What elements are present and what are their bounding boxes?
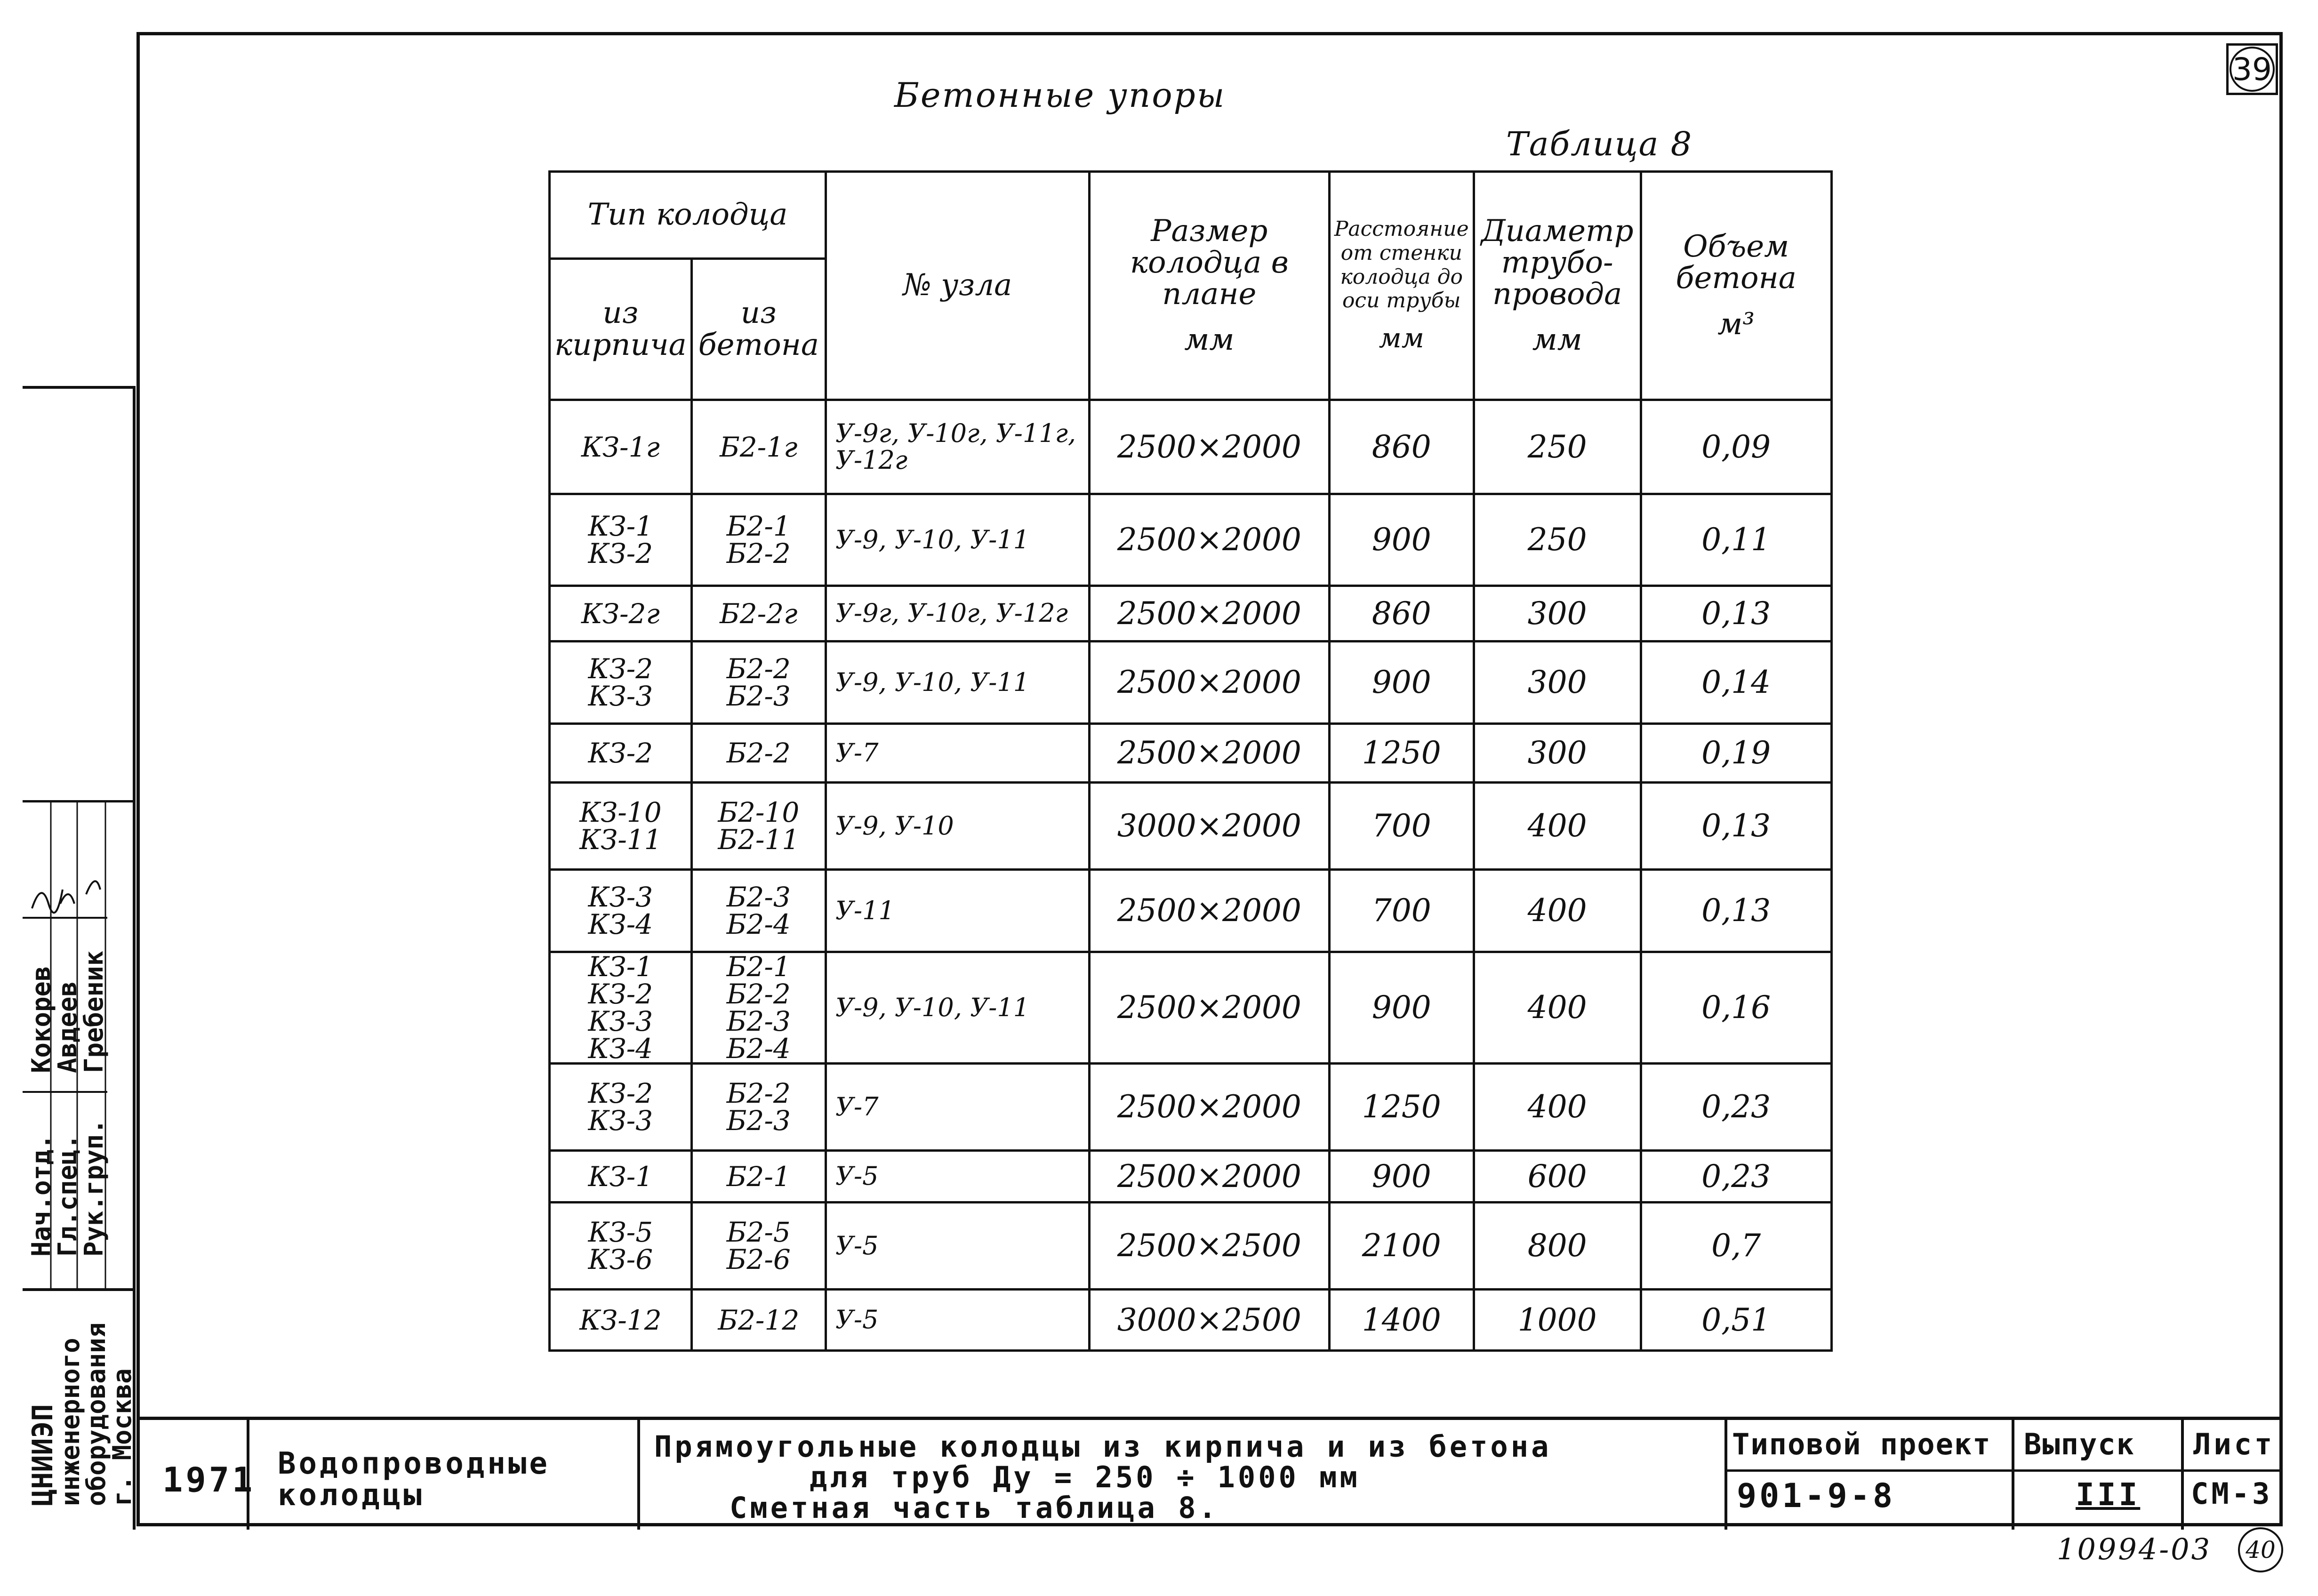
signatures-icon	[32, 881, 100, 913]
cell-concrete: Б2-12	[691, 1290, 826, 1351]
document-number: 10994-03	[2057, 1532, 2212, 1566]
cell-brick: КЗ-2г	[550, 586, 692, 642]
cell-node: У-9, У-10, У-11	[826, 952, 1089, 1064]
cell-brick: КЗ-2 КЗ-3	[550, 642, 692, 724]
stamp-subject: Водопроводные колодцы	[278, 1446, 550, 1513]
cell-size: 2500×2000	[1089, 494, 1329, 586]
cell-brick: КЗ-1	[550, 1151, 692, 1203]
cell-node: У-9, У-10, У-11	[826, 642, 1089, 724]
cell-diameter: 300	[1474, 724, 1641, 783]
side-role-2: Гл.спец.	[53, 1134, 82, 1257]
header-diameter	[1474, 172, 1641, 400]
cell-diameter: 400	[1474, 952, 1641, 1064]
cell-size: 2500×2000	[1089, 870, 1329, 952]
cell-brick: КЗ-2	[550, 724, 692, 783]
cell-size: 2500×2000	[1089, 400, 1329, 494]
cell-distance: 700	[1329, 870, 1474, 952]
cell-distance: 860	[1329, 586, 1474, 642]
cell-node: У-9, У-10, У-11	[826, 494, 1089, 586]
cell-concrete: Б2-10 Б2-11	[691, 783, 826, 870]
cell-concrete: Б2-1	[691, 1151, 826, 1203]
cell-concrete: Б2-2 Б2-3	[691, 1064, 826, 1151]
side-grid-lines	[23, 800, 136, 1530]
cell-size: 2500×2000	[1089, 586, 1329, 642]
cell-concrete: Б2-3 Б2-4	[691, 870, 826, 952]
cell-volume: 0,13	[1641, 586, 1831, 642]
header-volume-unit: м³	[1717, 306, 1755, 342]
side-org-4: г. Москва	[107, 1368, 137, 1506]
table-body	[550, 400, 1832, 1351]
header-distance-label: Расстояние от стенки колодца до оси трубы	[1334, 217, 1469, 313]
cell-volume: 0,7	[1641, 1203, 1831, 1290]
header-brick: из кирпича	[550, 259, 692, 400]
stamp-sheet-label: Лист	[2193, 1427, 2275, 1461]
cell-volume: 0,23	[1641, 1064, 1831, 1151]
cell-size: 2500×2000	[1089, 1064, 1329, 1151]
table-row	[550, 1151, 1832, 1203]
stamp-issue-label: Выпуск	[2024, 1427, 2135, 1461]
cell-concrete: Б2-1 Б2-2 Б2-3 Б2-4	[691, 952, 826, 1064]
cell-distance: 900	[1329, 1151, 1474, 1203]
header-well-type: Тип колодца	[550, 172, 826, 259]
table-row	[550, 642, 1832, 724]
cell-diameter: 250	[1474, 400, 1641, 494]
stamp-issue-num: III	[2076, 1476, 2141, 1513]
drawing-title: Бетонные упоры	[894, 75, 1226, 115]
title-stamp	[136, 1417, 2283, 1526]
table-label: Таблица 8	[1506, 125, 1693, 163]
header-distance	[1329, 172, 1474, 400]
stamp-sheet-divider	[2184, 1469, 2283, 1472]
table-row	[550, 1203, 1832, 1290]
cell-distance: 860	[1329, 400, 1474, 494]
side-org-2: инженерного	[56, 1338, 85, 1506]
cell-volume: 0,11	[1641, 494, 1831, 586]
cell-diameter: 600	[1474, 1151, 1641, 1203]
cell-brick: КЗ-1 КЗ-2	[550, 494, 692, 586]
side-name-1: Кокорев	[26, 966, 56, 1073]
stamp-subject-cell	[249, 1420, 640, 1530]
cell-diameter: 800	[1474, 1203, 1641, 1290]
cell-volume: 0,19	[1641, 724, 1831, 783]
stamp-sheet-code: СМ-3	[2191, 1476, 2273, 1511]
side-org-3: оборудования	[81, 1322, 111, 1506]
header-size-label: Размер колодца в плане	[1130, 213, 1289, 312]
cell-brick: КЗ-3 КЗ-4	[550, 870, 692, 952]
cell-diameter: 250	[1474, 494, 1641, 586]
cell-concrete: Б2-2г	[691, 586, 826, 642]
cell-brick: КЗ-10 КЗ-11	[550, 783, 692, 870]
stamp-project-label: Типовой проект	[1732, 1427, 1991, 1461]
cell-size: 3000×2000	[1089, 783, 1329, 870]
table-row	[550, 870, 1832, 952]
table-row	[550, 952, 1832, 1064]
cell-concrete: Б2-5 Б2-6	[691, 1203, 826, 1290]
header-volume	[1641, 172, 1831, 400]
corner-number-circle: 39	[2230, 47, 2275, 92]
cell-brick: КЗ-12	[550, 1290, 692, 1351]
corner-sheet-number	[2226, 43, 2278, 95]
cell-size: 2500×2000	[1089, 724, 1329, 783]
stamp-desc-3: Сметная часть таблица 8.	[730, 1491, 1219, 1525]
cell-concrete: Б2-2 Б2-3	[691, 642, 826, 724]
table-row	[550, 1290, 1832, 1351]
concrete-stops-table	[548, 170, 1833, 1352]
header-size-unit: мм	[1184, 322, 1235, 358]
cell-diameter: 400	[1474, 783, 1641, 870]
cell-volume: 0,13	[1641, 870, 1831, 952]
cell-brick: КЗ-2 КЗ-3	[550, 1064, 692, 1151]
cell-node: У-5	[826, 1203, 1089, 1290]
stamp-year: 1971	[162, 1460, 256, 1500]
cell-node: У-7	[826, 724, 1089, 783]
side-role-1: Нач.отд.	[26, 1134, 56, 1257]
cell-size: 2500×2000	[1089, 642, 1329, 724]
table-row	[550, 783, 1832, 870]
cell-node: У-5	[826, 1290, 1089, 1351]
stamp-sheet-cell	[2184, 1420, 2283, 1530]
cell-brick: КЗ-5 КЗ-6	[550, 1203, 692, 1290]
cell-diameter: 400	[1474, 1064, 1641, 1151]
cell-size: 2500×2000	[1089, 952, 1329, 1064]
cell-volume: 0,23	[1641, 1151, 1831, 1203]
side-org-1: ЦНИИЭП	[26, 1404, 59, 1506]
cell-brick: КЗ-1 КЗ-2 КЗ-3 КЗ-4	[550, 952, 692, 1064]
cell-volume: 0,51	[1641, 1290, 1831, 1351]
cell-distance: 1250	[1329, 1064, 1474, 1151]
stamp-desc-2: для труб Ду = 250 ÷ 1000 мм	[810, 1460, 1360, 1494]
cell-volume: 0,16	[1641, 952, 1831, 1064]
cell-volume: 0,14	[1641, 642, 1831, 724]
cell-distance: 900	[1329, 494, 1474, 586]
header-volume-label: Объем бетона	[1676, 229, 1797, 296]
cell-node: У-9г, У-10г, У-11г, У-12г	[826, 400, 1089, 494]
cell-brick: КЗ-1г	[550, 400, 692, 494]
cell-concrete: Б2-2	[691, 724, 826, 783]
header-node: № узла	[826, 172, 1089, 400]
stamp-description-cell	[640, 1420, 1727, 1530]
cell-distance: 700	[1329, 783, 1474, 870]
cell-distance: 2100	[1329, 1203, 1474, 1290]
cell-diameter: 300	[1474, 586, 1641, 642]
page-number-circle: 40	[2238, 1527, 2283, 1572]
cell-diameter: 1000	[1474, 1290, 1641, 1351]
stamp-project-divider	[1727, 1469, 2184, 1472]
cell-size: 2500×2500	[1089, 1203, 1329, 1290]
cell-node: У-7	[826, 1064, 1089, 1151]
header-diameter-label: Диаметр трубо-провода	[1481, 213, 1634, 312]
header-distance-unit: мм	[1379, 321, 1424, 354]
cell-node: У-11	[826, 870, 1089, 952]
cell-node: У-9, У-10	[826, 783, 1089, 870]
side-role-3: Рук.груп.	[79, 1119, 109, 1257]
table-row	[550, 724, 1832, 783]
cell-node: У-9г, У-10г, У-12г	[826, 586, 1089, 642]
side-name-2: Авдеев	[53, 981, 82, 1073]
stamp-desc-1: Прямоугольные колодцы из кирпича и из бетона	[654, 1429, 1552, 1464]
cell-distance: 1250	[1329, 724, 1474, 783]
cell-size: 3000×2500	[1089, 1290, 1329, 1351]
cell-concrete: Б2-1г	[691, 400, 826, 494]
header-diameter-unit: мм	[1532, 322, 1582, 358]
stamp-issue-cell	[2014, 1420, 2184, 1530]
table-row	[550, 494, 1832, 586]
table-row	[550, 586, 1832, 642]
header-size	[1089, 172, 1329, 400]
stamp-project-cell	[1727, 1420, 2014, 1530]
cell-volume: 0,09	[1641, 400, 1831, 494]
stamp-project-num: 901-9-8	[1737, 1476, 1896, 1515]
cell-diameter: 300	[1474, 642, 1641, 724]
cell-volume: 0,13	[1641, 783, 1831, 870]
cell-distance: 1400	[1329, 1290, 1474, 1351]
header-row-top	[550, 172, 1832, 259]
cell-node: У-5	[826, 1151, 1089, 1203]
stamp-year-cell	[136, 1420, 256, 1530]
table-row	[550, 1064, 1832, 1151]
table-row	[550, 400, 1832, 494]
cell-concrete: Б2-1 Б2-2	[691, 494, 826, 586]
header-concrete: из бетона	[691, 259, 826, 400]
cell-size: 2500×2000	[1089, 1151, 1329, 1203]
side-name-3: Гребеник	[79, 950, 109, 1073]
side-title-block	[23, 386, 136, 1530]
cell-diameter: 400	[1474, 870, 1641, 952]
cell-distance: 900	[1329, 952, 1474, 1064]
cell-distance: 900	[1329, 642, 1474, 724]
